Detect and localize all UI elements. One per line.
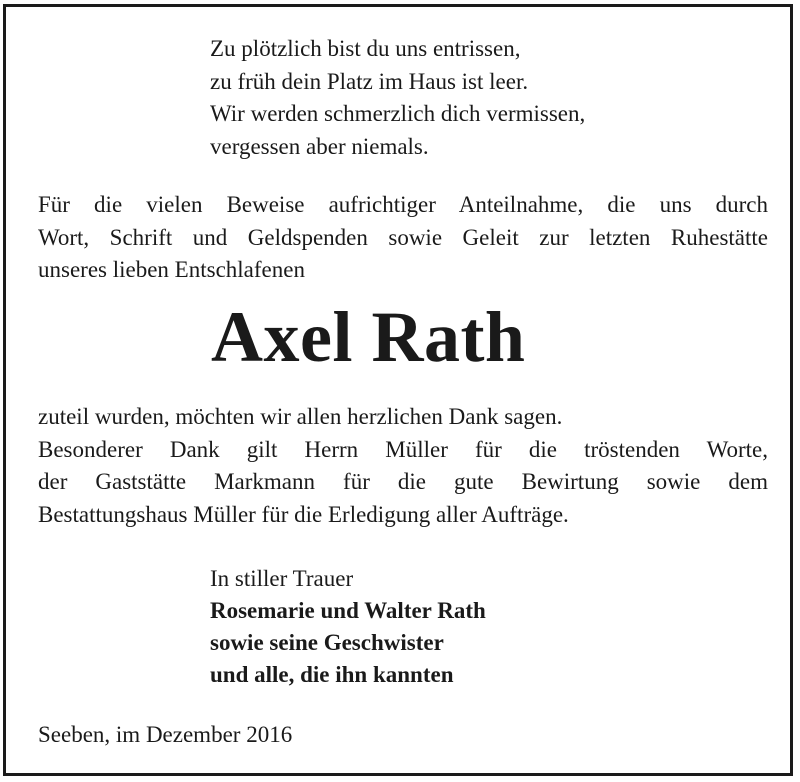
thanks-line: der Gaststätte Markmann für die gute Bewirtung sowie dem	[38, 469, 768, 494]
deceased-name: Axel Rath	[211, 297, 526, 377]
mourners-block	[210, 563, 486, 691]
signatory-line: und alle, die ihn kannten	[210, 662, 454, 687]
poem-line: Wir werden schmerzlich dich vermissen,	[210, 101, 586, 126]
thanks-line: Bestattungshaus Müller für die Erledigung aller Aufträge.	[38, 501, 569, 527]
thanks-line: zuteil wurden, möchten wir allen herzlichen Dank sagen.	[38, 404, 563, 429]
closing-intro: In stiller Trauer	[210, 566, 354, 591]
signatory-line: sowie seine Geschwister	[210, 630, 444, 655]
thanks-paragraph	[38, 401, 768, 531]
intro-line: Für die vielen Beweise aufrichtiger Anteilnahme, die uns durch	[38, 192, 768, 217]
place-and-date: Seeben, im Dezember 2016	[38, 722, 293, 747]
intro-paragraph	[38, 189, 768, 287]
poem-line: Zu plötzlich bist du uns entrissen,	[210, 36, 521, 61]
signatory-line: Rosemarie und Walter Rath	[210, 598, 486, 623]
obituary-notice	[3, 4, 793, 776]
poem-line: vergessen aber niemals.	[210, 133, 429, 159]
thanks-line: Besonderer Dank gilt Herrn Müller für die tröstenden Worte,	[38, 436, 768, 462]
memorial-poem	[210, 33, 585, 163]
intro-line: unseres lieben Entschlafenen	[38, 257, 305, 282]
intro-line: Wort, Schrift und Geldspenden sowie Geleit zur letzten Ruhestätte	[38, 224, 768, 250]
poem-line: zu früh dein Platz im Haus ist leer.	[210, 68, 529, 94]
